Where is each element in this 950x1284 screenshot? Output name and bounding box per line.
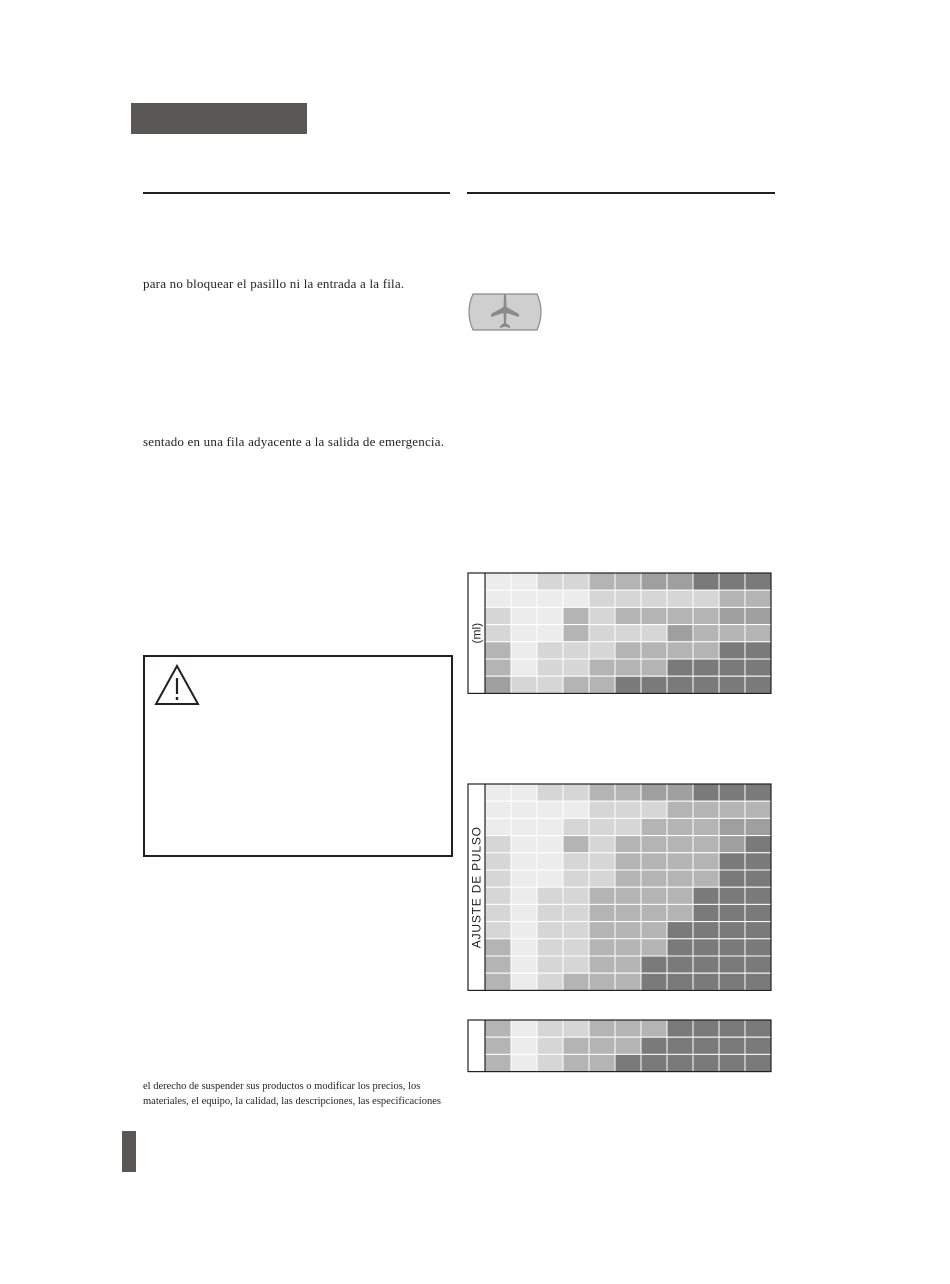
table-cell bbox=[485, 956, 511, 973]
table-cell bbox=[563, 801, 589, 818]
table-cell bbox=[615, 939, 641, 956]
table-cell bbox=[719, 590, 745, 607]
table-cell bbox=[563, 1037, 589, 1054]
table-cell bbox=[563, 818, 589, 835]
table-cell bbox=[511, 904, 537, 921]
table-cell bbox=[537, 870, 563, 887]
table-cell bbox=[615, 922, 641, 939]
table-cell bbox=[485, 573, 511, 590]
table-cell bbox=[589, 801, 615, 818]
table-cell bbox=[485, 836, 511, 853]
table-cell bbox=[537, 818, 563, 835]
table-cell bbox=[719, 659, 745, 676]
table-cell bbox=[693, 573, 719, 590]
table-cell bbox=[615, 607, 641, 624]
table-cell bbox=[719, 887, 745, 904]
page-edge-tab bbox=[122, 1131, 136, 1172]
table-cell bbox=[615, 573, 641, 590]
table-cell bbox=[511, 590, 537, 607]
table-cell bbox=[641, 904, 667, 921]
table-cell bbox=[719, 573, 745, 590]
table-cell bbox=[485, 625, 511, 642]
table-cell bbox=[563, 676, 589, 693]
table-cell bbox=[693, 590, 719, 607]
table-cell bbox=[537, 784, 563, 801]
table-cell bbox=[485, 607, 511, 624]
table-cell bbox=[693, 676, 719, 693]
table-cell bbox=[537, 573, 563, 590]
warning-box bbox=[143, 655, 453, 857]
table-cell bbox=[641, 659, 667, 676]
table-cell bbox=[537, 607, 563, 624]
table-cell bbox=[615, 642, 641, 659]
table-cell bbox=[485, 659, 511, 676]
table-cell bbox=[641, 784, 667, 801]
table-cell bbox=[693, 1054, 719, 1071]
table-cell bbox=[641, 1020, 667, 1037]
table-cell bbox=[563, 870, 589, 887]
table-cell bbox=[589, 956, 615, 973]
table-cell bbox=[563, 607, 589, 624]
table-cell bbox=[511, 870, 537, 887]
table-cell bbox=[485, 853, 511, 870]
table-cell bbox=[745, 784, 771, 801]
table-cell bbox=[511, 1020, 537, 1037]
table-cell bbox=[537, 590, 563, 607]
table-cell bbox=[719, 625, 745, 642]
table-cell bbox=[589, 836, 615, 853]
table-cell bbox=[537, 676, 563, 693]
table-cell bbox=[745, 853, 771, 870]
table-cell bbox=[589, 904, 615, 921]
volume-table-grid bbox=[467, 572, 772, 694]
table-cell bbox=[745, 659, 771, 676]
table-cell bbox=[693, 784, 719, 801]
table-cell bbox=[485, 590, 511, 607]
table-cell bbox=[719, 642, 745, 659]
table-cell bbox=[641, 642, 667, 659]
table-cell bbox=[745, 887, 771, 904]
table-cell bbox=[641, 939, 667, 956]
warning-triangle-icon bbox=[153, 663, 201, 707]
table-cell bbox=[719, 1020, 745, 1037]
table-cell bbox=[745, 1020, 771, 1037]
table-cell bbox=[563, 973, 589, 990]
table-cell bbox=[511, 836, 537, 853]
table-cell bbox=[511, 784, 537, 801]
table-cell bbox=[693, 939, 719, 956]
footnote-line-2: materiales, el equipo, la calidad, las descripciones, las especificaciones bbox=[143, 1096, 441, 1107]
table-cell bbox=[667, 922, 693, 939]
table-cell bbox=[667, 853, 693, 870]
table-axis-label: AJUSTE DE PULSO bbox=[469, 826, 484, 949]
table-cell bbox=[485, 922, 511, 939]
table-cell bbox=[511, 818, 537, 835]
table-cell bbox=[693, 625, 719, 642]
table-cell bbox=[641, 836, 667, 853]
table-cell bbox=[589, 642, 615, 659]
table-cell bbox=[615, 904, 641, 921]
table-cell bbox=[511, 973, 537, 990]
table-cell bbox=[745, 1037, 771, 1054]
table-cell bbox=[641, 922, 667, 939]
table-cell bbox=[667, 887, 693, 904]
table-cell bbox=[537, 956, 563, 973]
table-cell bbox=[667, 818, 693, 835]
table-cell bbox=[485, 1020, 511, 1037]
table-cell bbox=[641, 887, 667, 904]
table-cell bbox=[563, 1054, 589, 1071]
paragraph-line-aisle: para no bloquear el pasillo ni la entrada a la fila. bbox=[143, 276, 405, 291]
table-cell bbox=[589, 784, 615, 801]
table-cell bbox=[615, 1054, 641, 1071]
table-cell bbox=[667, 642, 693, 659]
table-cell bbox=[745, 818, 771, 835]
table-cell bbox=[589, 1037, 615, 1054]
table-cell bbox=[615, 836, 641, 853]
table-cell bbox=[485, 904, 511, 921]
table-cell bbox=[667, 607, 693, 624]
table-cell bbox=[641, 590, 667, 607]
table-cell bbox=[511, 801, 537, 818]
table-cell bbox=[589, 607, 615, 624]
table-cell bbox=[563, 853, 589, 870]
table-cell bbox=[719, 607, 745, 624]
table-cell bbox=[563, 956, 589, 973]
table-cell bbox=[745, 625, 771, 642]
table-cell bbox=[615, 1020, 641, 1037]
table-cell bbox=[745, 904, 771, 921]
table-cell bbox=[485, 818, 511, 835]
table-cell bbox=[511, 887, 537, 904]
table-cell bbox=[615, 870, 641, 887]
table-cell bbox=[615, 887, 641, 904]
table-cell bbox=[745, 590, 771, 607]
table-cell bbox=[485, 642, 511, 659]
table-cell bbox=[589, 870, 615, 887]
table-cell bbox=[745, 956, 771, 973]
table-cell bbox=[615, 676, 641, 693]
table-cell bbox=[667, 625, 693, 642]
table-cell bbox=[745, 676, 771, 693]
table-cell bbox=[485, 1054, 511, 1071]
bottom-table bbox=[467, 1019, 772, 1073]
table-cell bbox=[667, 1020, 693, 1037]
table-cell bbox=[745, 573, 771, 590]
table-cell bbox=[563, 784, 589, 801]
table-cell bbox=[719, 973, 745, 990]
table-cell bbox=[641, 573, 667, 590]
table-cell bbox=[615, 818, 641, 835]
table-cell bbox=[615, 659, 641, 676]
table-cell bbox=[641, 973, 667, 990]
table-cell bbox=[719, 801, 745, 818]
table-cell bbox=[563, 904, 589, 921]
table-cell bbox=[667, 870, 693, 887]
table-cell bbox=[641, 801, 667, 818]
table-cell bbox=[641, 1037, 667, 1054]
table-cell bbox=[719, 853, 745, 870]
table-cell bbox=[693, 853, 719, 870]
table-cell bbox=[745, 836, 771, 853]
pulse-setting-table-grid bbox=[467, 783, 772, 991]
table-cell bbox=[667, 801, 693, 818]
table-cell bbox=[511, 853, 537, 870]
table-cell bbox=[719, 956, 745, 973]
table-cell bbox=[719, 818, 745, 835]
section-header-bar bbox=[131, 103, 307, 134]
table-cell bbox=[615, 956, 641, 973]
table-cell bbox=[511, 573, 537, 590]
table-cell bbox=[485, 939, 511, 956]
table-cell bbox=[667, 939, 693, 956]
table-cell bbox=[745, 973, 771, 990]
table-cell bbox=[537, 1054, 563, 1071]
table-cell bbox=[693, 956, 719, 973]
table-cell bbox=[745, 801, 771, 818]
bottom-table-grid bbox=[467, 1019, 772, 1073]
table-cell bbox=[667, 973, 693, 990]
table-cell bbox=[615, 784, 641, 801]
table-cell bbox=[719, 939, 745, 956]
table-cell bbox=[537, 625, 563, 642]
table-cell bbox=[563, 939, 589, 956]
table-cell bbox=[563, 836, 589, 853]
table-cell bbox=[589, 887, 615, 904]
table-cell bbox=[667, 956, 693, 973]
table-cell bbox=[667, 1037, 693, 1054]
paragraph-line-emergency-exit: sentado en una fila adyacente a la salida de emergencia. bbox=[143, 434, 445, 449]
table-cell bbox=[693, 973, 719, 990]
table-cell bbox=[563, 573, 589, 590]
airplane-mode-icon bbox=[467, 290, 543, 334]
table-cell bbox=[563, 887, 589, 904]
table-cell bbox=[511, 625, 537, 642]
table-cell bbox=[537, 659, 563, 676]
table-cell bbox=[719, 870, 745, 887]
table-cell bbox=[667, 784, 693, 801]
table-cell bbox=[693, 870, 719, 887]
table-cell bbox=[589, 676, 615, 693]
table-cell bbox=[667, 676, 693, 693]
table-cell bbox=[485, 676, 511, 693]
table-cell bbox=[667, 590, 693, 607]
table-cell bbox=[563, 1020, 589, 1037]
table-cell bbox=[563, 659, 589, 676]
table-cell bbox=[589, 573, 615, 590]
table-cell bbox=[745, 607, 771, 624]
table-cell bbox=[537, 887, 563, 904]
table-cell bbox=[667, 836, 693, 853]
table-cell bbox=[615, 590, 641, 607]
table-cell bbox=[511, 956, 537, 973]
table-cell bbox=[667, 904, 693, 921]
table-cell bbox=[563, 642, 589, 659]
table-cell bbox=[589, 853, 615, 870]
table-cell bbox=[719, 836, 745, 853]
table-cell bbox=[537, 642, 563, 659]
table-cell bbox=[745, 1054, 771, 1071]
table-cell bbox=[511, 676, 537, 693]
table-cell bbox=[745, 922, 771, 939]
table-cell bbox=[537, 922, 563, 939]
table-cell bbox=[719, 676, 745, 693]
table-cell bbox=[589, 659, 615, 676]
table-cell bbox=[537, 904, 563, 921]
table-cell bbox=[589, 973, 615, 990]
table-cell bbox=[641, 1054, 667, 1071]
table-cell bbox=[589, 922, 615, 939]
table-cell bbox=[693, 922, 719, 939]
table-cell bbox=[537, 1037, 563, 1054]
footnote-line-1: el derecho de suspender sus productos o modificar los precios, los bbox=[143, 1081, 421, 1092]
table-cell bbox=[511, 607, 537, 624]
table-cell bbox=[693, 1037, 719, 1054]
table-cell bbox=[589, 939, 615, 956]
table-cell bbox=[485, 801, 511, 818]
volume-table bbox=[467, 572, 772, 694]
table-cell bbox=[589, 590, 615, 607]
table-cell bbox=[485, 973, 511, 990]
table-cell bbox=[615, 853, 641, 870]
table-cell bbox=[693, 607, 719, 624]
table-cell bbox=[511, 659, 537, 676]
airplane-mode-badge bbox=[467, 290, 543, 334]
table-cell bbox=[667, 1054, 693, 1071]
table-cell bbox=[693, 836, 719, 853]
table-cell bbox=[641, 853, 667, 870]
table-cell bbox=[589, 1054, 615, 1071]
table-cell bbox=[641, 870, 667, 887]
table-cell bbox=[641, 818, 667, 835]
table-cell bbox=[511, 642, 537, 659]
table-cell bbox=[485, 784, 511, 801]
table-cell bbox=[745, 939, 771, 956]
table-cell bbox=[563, 922, 589, 939]
table-cell bbox=[693, 904, 719, 921]
table-cell bbox=[511, 1054, 537, 1071]
table-cell bbox=[615, 625, 641, 642]
table-cell bbox=[485, 1037, 511, 1054]
table-cell bbox=[641, 625, 667, 642]
table-cell bbox=[485, 870, 511, 887]
left-column-rule bbox=[143, 192, 450, 194]
table-cell bbox=[641, 607, 667, 624]
table-cell bbox=[537, 1020, 563, 1037]
pulse-setting-table bbox=[467, 783, 772, 991]
table-cell bbox=[537, 853, 563, 870]
table-cell bbox=[589, 818, 615, 835]
table-cell bbox=[589, 625, 615, 642]
table-cell bbox=[511, 922, 537, 939]
table-cell bbox=[641, 956, 667, 973]
table-cell bbox=[615, 1037, 641, 1054]
table-cell bbox=[745, 870, 771, 887]
table-cell bbox=[693, 642, 719, 659]
table-cell bbox=[563, 590, 589, 607]
table-cell bbox=[693, 818, 719, 835]
table-cell bbox=[537, 801, 563, 818]
table-cell bbox=[537, 973, 563, 990]
table-cell bbox=[563, 625, 589, 642]
table-cell bbox=[537, 836, 563, 853]
table-cell bbox=[589, 1020, 615, 1037]
table-cell bbox=[641, 676, 667, 693]
table-cell bbox=[511, 1037, 537, 1054]
table-cell bbox=[537, 939, 563, 956]
table-cell bbox=[693, 887, 719, 904]
table-cell bbox=[693, 801, 719, 818]
table-axis-label: (ml) bbox=[469, 622, 484, 644]
table-cell bbox=[693, 1020, 719, 1037]
table-cell bbox=[719, 922, 745, 939]
table-cell bbox=[745, 642, 771, 659]
table-cell bbox=[693, 659, 719, 676]
table-cell bbox=[615, 973, 641, 990]
table-cell bbox=[719, 1037, 745, 1054]
table-cell bbox=[719, 1054, 745, 1071]
table-cell bbox=[511, 939, 537, 956]
table-cell bbox=[615, 801, 641, 818]
table-cell bbox=[667, 573, 693, 590]
table-cell bbox=[719, 784, 745, 801]
table-cell bbox=[485, 887, 511, 904]
table-cell bbox=[667, 659, 693, 676]
right-column-rule bbox=[467, 192, 775, 194]
table-cell bbox=[719, 904, 745, 921]
